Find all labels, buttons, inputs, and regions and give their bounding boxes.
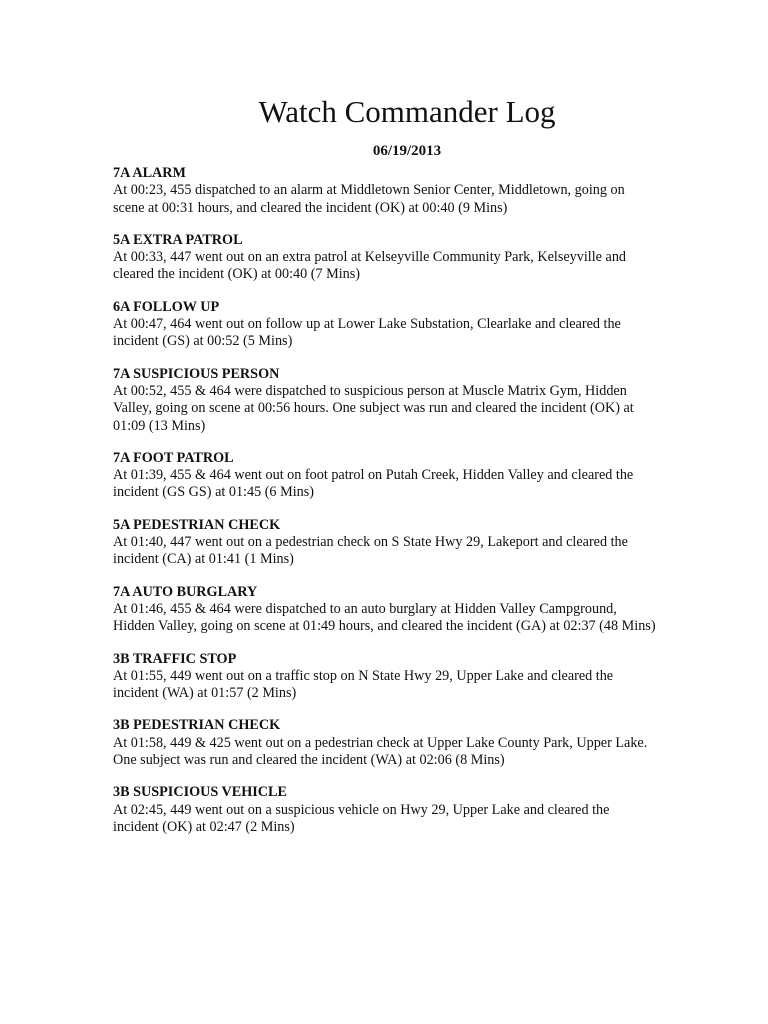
entry-heading: 5A PEDESTRIAN CHECK: [113, 516, 281, 533]
log-entry: [113, 784, 658, 836]
entry-heading: 3B PEDESTRIAN CHECK: [113, 717, 281, 734]
entry-heading: 3B SUSPICIOUS VEHICLE: [113, 784, 287, 801]
entry-heading: 7A SUSPICIOUS PERSON: [113, 365, 280, 382]
log-entry: [113, 299, 658, 351]
log-entries: [113, 165, 658, 851]
entry-text: At 01:46, 455 & 464 were dispatched to an auto burglary at Hidden Valley Campground, Hidden Valley, going on scene at 01:49 hours, and cleared the incident (GA) at 02:37 (48 Mins): [113, 600, 656, 635]
log-entry: [113, 651, 658, 703]
log-entry: [113, 517, 658, 569]
log-entry: [113, 584, 658, 636]
log-date: 06/19/2013: [372, 143, 442, 159]
page-title: Watch Commander Log: [258, 94, 556, 129]
entry-text: At 01:39, 455 & 464 went out on foot patrol on Putah Creek, Hidden Valley and cleared the incident (GS GS) at 01:45 (6 Mins): [113, 467, 634, 501]
entry-heading: 7A FOOT PATROL: [113, 449, 234, 466]
log-entry: [113, 450, 658, 502]
entry-heading: 6A FOLLOW UP: [113, 298, 220, 315]
entry-text: At 00:23, 455 dispatched to an alarm at Middletown Senior Center, Middletown, going on scene at 00:31 hours, and cleared the incident (OK) at 00:40 (9 Mins): [113, 182, 625, 216]
entry-text: At 00:52, 455 & 464 were dispatched to suspicious person at Muscle Matrix Gym, Hidden Valley, going on scene at 00:56 hours. One subject was run and cleared the incident (OK) at 01:09 (13 Mins): [113, 382, 634, 434]
entry-text: At 00:47, 464 went out on follow up at Lower Lake Substation, Clearlake and cleared the incident (GS) at 00:52 (5 Mins): [113, 316, 621, 350]
entry-text: At 02:45, 449 went out on a suspicious vehicle on Hwy 29, Upper Lake and cleared the incident (OK) at 02:47 (2 Mins): [113, 801, 610, 835]
entry-text: At 01:55, 449 went out on a traffic stop on N State Hwy 29, Upper Lake and cleared the incident (WA) at 01:57 (2 Mins): [113, 667, 614, 702]
log-entry: [113, 717, 658, 769]
entry-heading: 5A EXTRA PATROL: [113, 231, 243, 248]
log-entry: [113, 366, 658, 435]
entry-heading: 7A ALARM: [113, 165, 186, 181]
entry-text: At 01:58, 449 & 425 went out on a pedestrian check at Upper Lake County Park, Upper Lake. One subject was run and cleared the incident (WA) at 02:06 (8 Mins): [113, 734, 648, 769]
entry-heading: 7A AUTO BURGLARY: [113, 583, 258, 600]
entry-text: At 00:33, 447 went out on an extra patrol at Kelseyville Community Park, Kelseyville and cleared the incident (OK) at 00:40 (7 Mins): [113, 249, 627, 283]
log-entry: [113, 165, 658, 217]
entry-text: At 01:40, 447 went out on a pedestrian check on S State Hwy 29, Lakeport and cleared the incident (CA) at 01:41 (1 Mins): [113, 534, 628, 568]
log-entry: [113, 232, 658, 284]
entry-heading: 3B TRAFFIC STOP: [113, 650, 237, 667]
